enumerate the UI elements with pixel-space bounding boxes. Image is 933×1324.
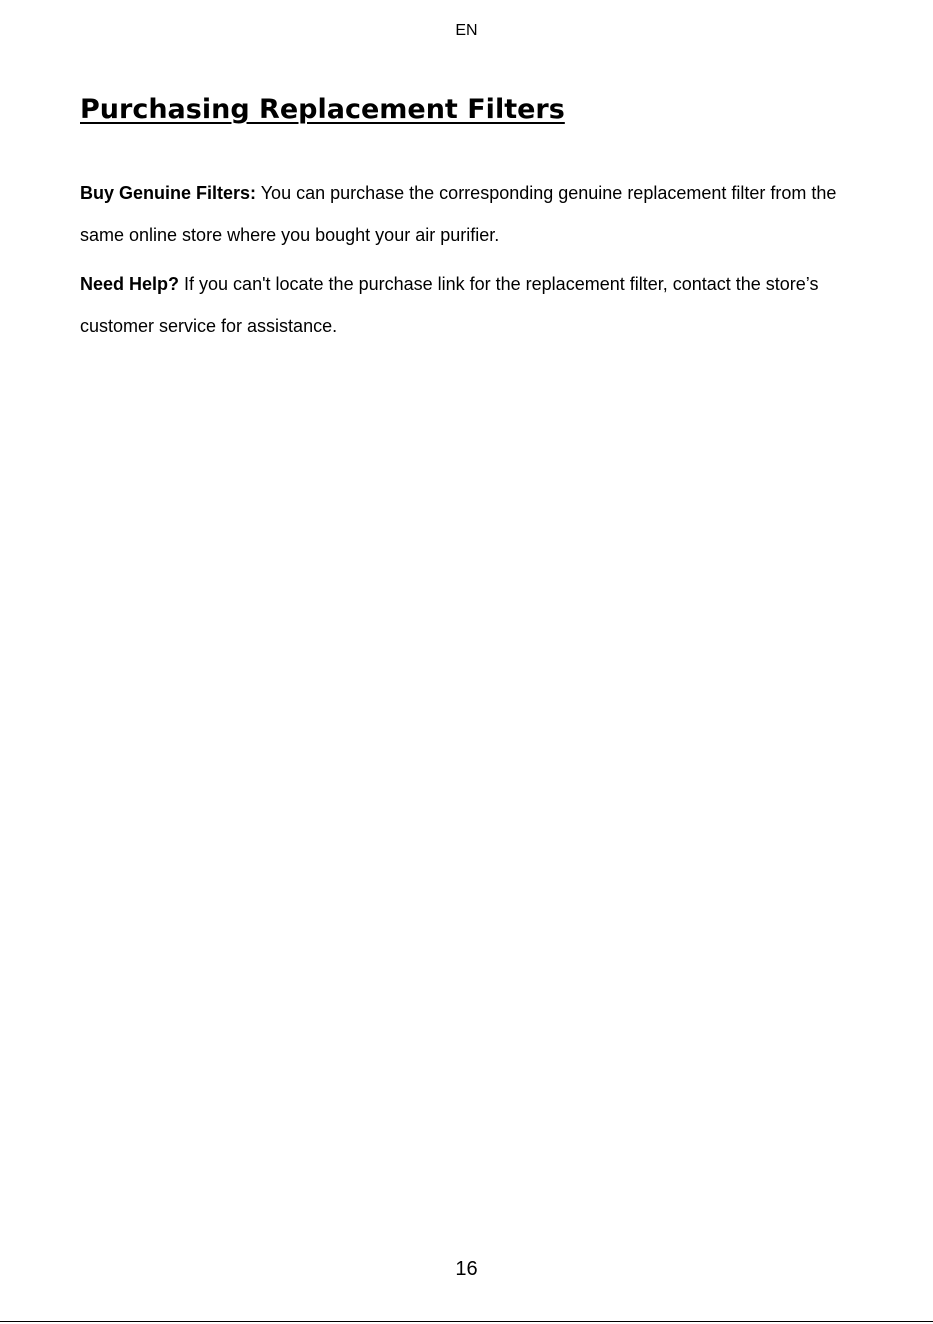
page-bottom-divider — [0, 1321, 933, 1322]
paragraph-buy-genuine-filters — [80, 172, 870, 256]
paragraph-text: You can purchase the corresponding genuine replacement filter from the same online store where you bought your air purifier. — [80, 183, 837, 245]
paragraph-label: Need Help? — [80, 274, 180, 294]
paragraph-need-help — [80, 263, 870, 347]
language-tag: EN — [455, 22, 478, 39]
page-number: 16 — [455, 1258, 478, 1280]
paragraph-label: Buy Genuine Filters: — [80, 183, 257, 203]
paragraph-text: If you can't locate the purchase link for the replacement filter, contact the store’s customer service for assistance. — [80, 274, 819, 336]
page-title: Purchasing Replacement Filters — [80, 94, 565, 125]
